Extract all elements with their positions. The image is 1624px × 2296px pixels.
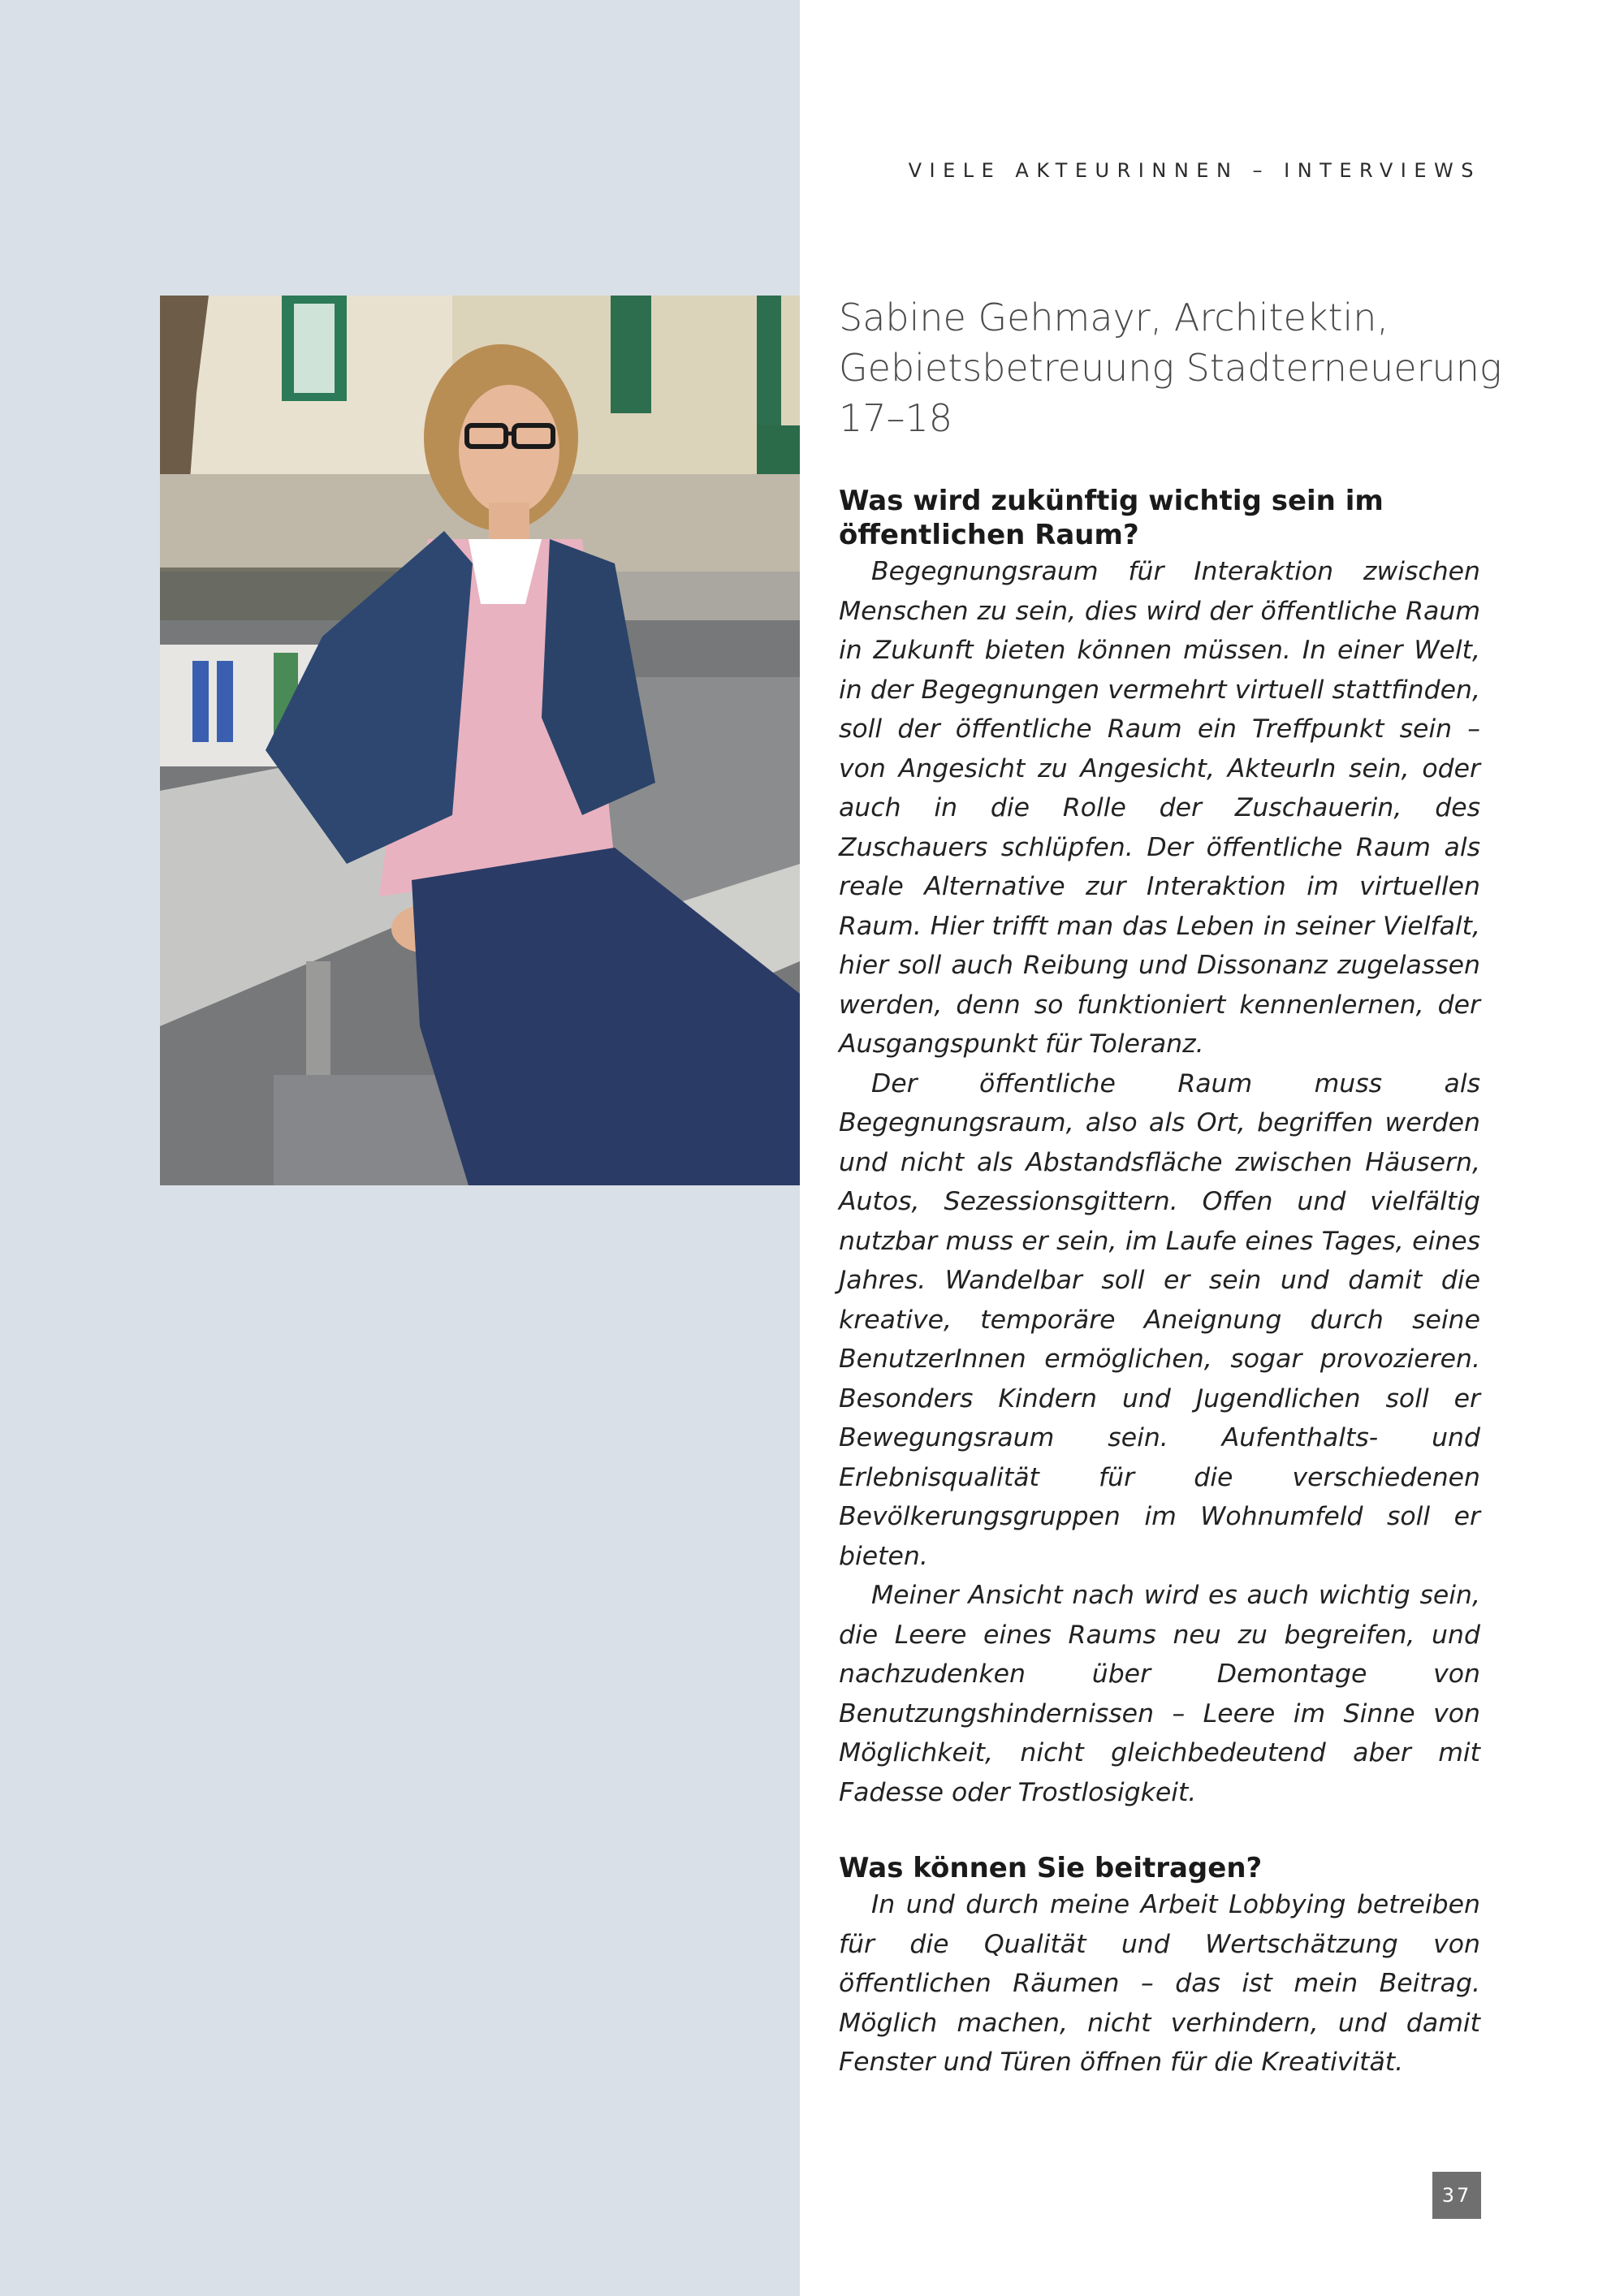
question-1: Was wird zukünftig wichtig sein im öffentlichen Raum?	[839, 485, 1384, 551]
interview-title	[839, 292, 1505, 443]
answer-2-paragraph-1: In und durch meine Arbeit Lobbying betreiben für die Qualität und Wertschätzung von öffentlichen Räumen – das ist mein Beitrag. Möglich machen, nicht verhindern, und damit Fenster und Türen öffnen für die Kreativität.	[839, 1890, 1480, 2077]
running-head: VIELE AKTEURINNEN – INTERVIEWS	[908, 159, 1481, 182]
portrait-photo	[160, 296, 800, 1185]
interview-body	[839, 484, 1480, 2082]
answer-1-paragraph-3: Meiner Ansicht nach wird es auch wichtig sein, die Leere eines Raums neu zu begreifen, und nachzudenken über Demontage von Benutzungshindernissen – Leere im Sinne von Möglichkeit, nicht gleichbedeutend aber mit Fadesse oder Trostlosigkeit.	[839, 1581, 1480, 1807]
title-line-1: Sabine Gehmayr, Architektin,	[839, 296, 1389, 339]
section-spacer	[839, 1812, 1480, 1851]
question-2: Was können Sie beitragen?	[839, 1852, 1263, 1884]
title-line-2: Gebietsbetreuung Stadterneuerung	[839, 346, 1502, 390]
answer-1-paragraph-1: Begegnungsraum für Interaktion zwischen Menschen zu sein, dies wird der öffentliche Raum in Zukunft bieten können müssen. In einer Welt, in der Begegnungen vermehrt virtuell stattfinden, soll der öffentliche Raum ein Treffpunkt sein – von Angesicht zu Angesicht, AkteurIn sein, oder auch in die Rolle der Zuschauerin, des Zuschauers schlüpfen. Der öffentliche Raum als reale Alternative zur Interaktion im virtuellen Raum. Hier trifft man das Leben in seiner Vielfalt, hier soll auch Reibung und Dissonanz zugelassen werden, denn so funktioniert kennenlernen, der Ausgangspunkt für Toleranz.	[839, 557, 1480, 1059]
answer-1-paragraph-2: Der öffentliche Raum muss als Begegnungsraum, also als Ort, begriffen werden und nicht als Abstandsfläche zwischen Häusern, Autos, Sezessionsgittern. Offen und vielfältig nutzbar muss er sein, im Laufe eines Tages, eines Jahres. Wandelbar soll er sein und damit die kreative, temporäre Aneignung durch seine BenutzerInnen ermöglichen, sogar provozieren. Besonders Kindern und Jugendlichen soll er Bewegungsraum sein. Aufenthalts- und Erlebnisqualität für die verschiedenen Bevölkerungsgruppen im Wohnumfeld soll er bieten.	[839, 1068, 1480, 1571]
page-number: 37	[1432, 2172, 1481, 2219]
portrait-illustration	[160, 296, 800, 1185]
title-line-3: 17–18	[839, 396, 953, 440]
